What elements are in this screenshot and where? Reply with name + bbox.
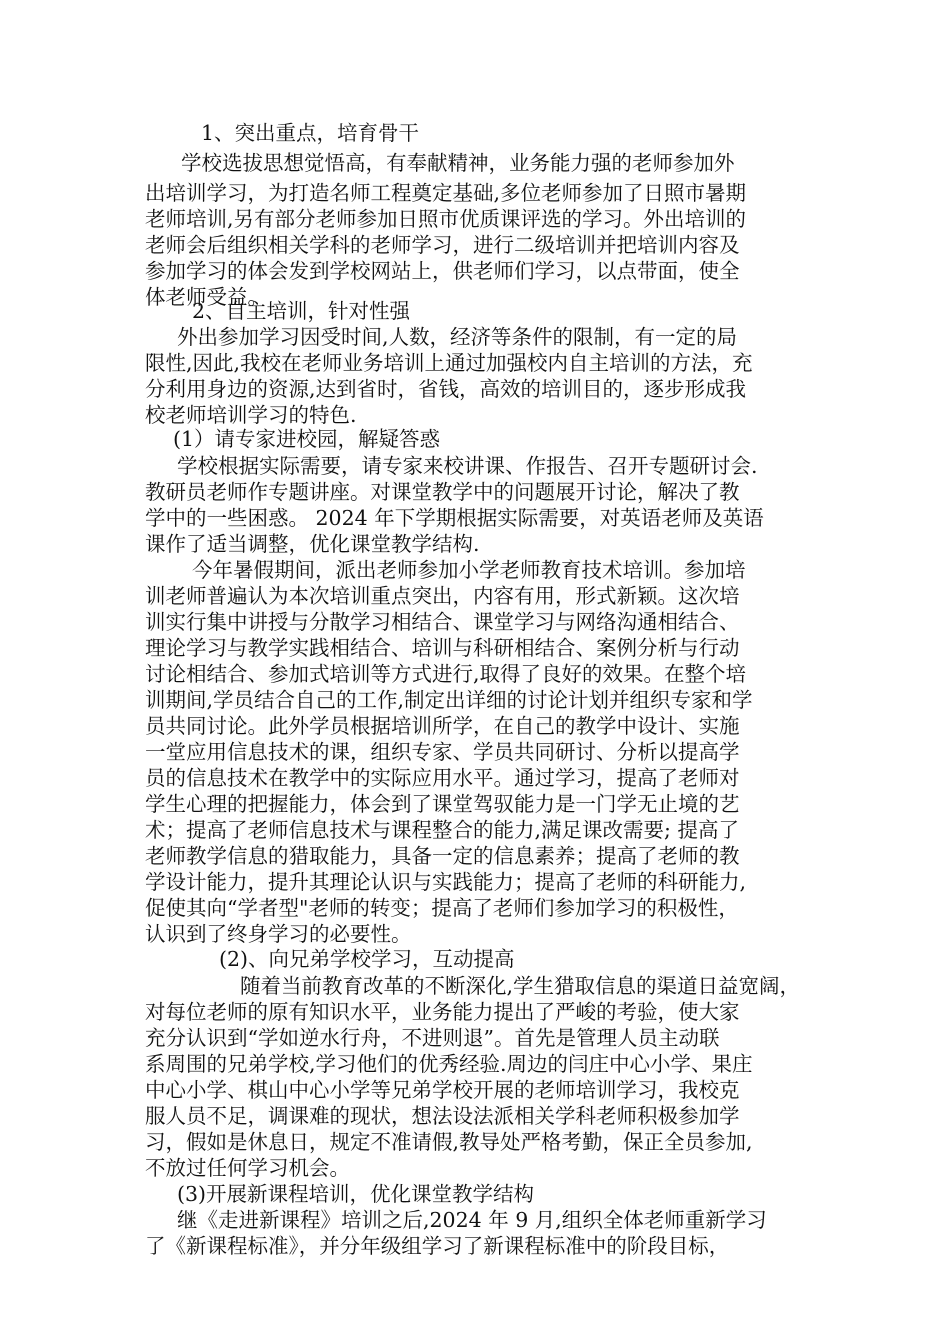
paragraph-line: 学设计能力，提升其理论认识与实践能力；提高了老师的科研能力, xyxy=(145,870,747,894)
paragraph-line: 课作了适当调整，优化课堂教学结构. xyxy=(145,532,480,556)
section-heading: (3)开展新课程培训，优化课堂教学结构 xyxy=(177,1182,535,1206)
paragraph-line: 充分认识到“学如逆水行舟，不进则退”。首先是管理人员主动联 xyxy=(145,1026,720,1050)
paragraph-line: 今年暑假期间，派出老师参加小学老师教育技术培训。参加培 xyxy=(192,558,746,582)
paragraph-line: 外出参加学习因受时间,人数，经济等条件的限制，有一定的局 xyxy=(177,325,738,349)
paragraph-line: 中心小学、棋山中心小学等兄弟学校开展的老师培训学习，我校克 xyxy=(145,1078,740,1102)
section-heading: (1）请专家进校园，解疑答惑 xyxy=(173,427,441,451)
paragraph-line: 限性,因此,我校在老师业务培训上通过加强校内自主培训的方法，充 xyxy=(145,351,753,375)
paragraph-line: 了《新课程标准》，并分年级组学习了新课程标准中的阶段目标， xyxy=(145,1234,730,1258)
section-heading: 1、突出重点，培育骨干 xyxy=(201,121,420,145)
paragraph-line: 一堂应用信息技术的课，组织专家、学员共同研讨、分析以提高学 xyxy=(145,740,740,764)
paragraph-line: 学校根据实际需要，请专家来校讲课、作报告、召开专题研讨会. xyxy=(177,454,758,478)
paragraph-line: 员的信息技术在教学中的实际应用水平。通过学习，提高了老师对 xyxy=(145,766,740,790)
paragraph-line: 认识到了终身学习的必要性。 xyxy=(145,922,412,946)
paragraph-line: 学校选拔思想觉悟高，有奉献精神，业务能力强的老师参加外 xyxy=(181,151,735,175)
paragraph-line: 理论学习与教学实践相结合、培训与科研相结合、案例分析与行动 xyxy=(145,636,740,660)
paragraph-line: 不放过任何学习机会。 xyxy=(145,1156,350,1180)
paragraph-line: 校老师培训学习的特色. xyxy=(145,403,357,427)
paragraph-line: 对每位老师的原有知识水平，业务能力提出了严峻的考验，使大家 xyxy=(145,1000,740,1024)
paragraph-line: 随着当前教育改革的不断深化,学生猎取信息的渠道日益宽阔， xyxy=(240,974,801,998)
paragraph-line: 学生心理的把握能力，体会到了课堂驾驭能力是一门学无止境的艺 xyxy=(145,792,740,816)
paragraph-line: 员共同讨论。此外学员根据培训所学，在自己的教学中设计、实施 xyxy=(145,714,740,738)
paragraph-line: 训期间,学员结合自己的工作,制定出详细的讨论计划并组织专家和学 xyxy=(145,688,753,712)
section-heading: 2、自主培训，针对性强 xyxy=(192,299,411,323)
paragraph-line: 老师培训,另有部分老师参加日照市优质课评选的学习。外出培训的 xyxy=(145,207,747,231)
paragraph-line: 服人员不足，调课难的现状，想法设法派相关学科老师积极参加学 xyxy=(145,1104,740,1128)
paragraph-line: 训老师普遍认为本次培训重点突出，内容有用，形式新颖。这次培 xyxy=(145,584,740,608)
paragraph-line: 老师会后组织相关学科的老师学习，进行二级培训并把培训内容及 xyxy=(145,233,740,257)
paragraph-line: 分利用身边的资源,达到省时，省钱，高效的培训目的，逐步形成我 xyxy=(145,377,747,401)
paragraph-line: 学中的一些困惑。 2024 年下学期根据实际需要，对英语老师及英语 xyxy=(145,506,764,530)
paragraph-line: 教研员老师作专题讲座。对课堂教学中的问题展开讨论，解决了教 xyxy=(145,480,740,504)
paragraph-line: 继《走进新课程》培训之后,2024 年 9 月,组织全体老师重新学习 xyxy=(177,1208,767,1232)
paragraph-line: 讨论相结合、参加式培训等方式进行,取得了良好的效果。在整个培 xyxy=(145,662,747,686)
paragraph-line: 术；提高了老师信息技术与课程整合的能力,满足课改需要; 提高了 xyxy=(145,818,739,842)
paragraph-line: 体老师受益。 xyxy=(145,285,268,309)
paragraph-line: 习，假如是休息日，规定不准请假,教导处严格考勤，保正全员参加, xyxy=(145,1130,753,1154)
paragraph-line: 系周围的兄弟学校,学习他们的优秀经验.周边的闫庄中心小学、果庄 xyxy=(145,1052,753,1076)
paragraph-line: 出培训学习，为打造名师工程奠定基础,多位老师参加了日照市暑期 xyxy=(145,181,747,205)
paragraph-line: 促使其向“学者型"老师的转变；提高了老师们参加学习的积极性， xyxy=(145,896,739,920)
paragraph-line: 训实行集中讲授与分散学习相结合、课堂学习与网络沟通相结合、 xyxy=(145,610,740,634)
section-heading: (2)、向兄弟学校学习，互动提高 xyxy=(219,947,515,971)
paragraph-line: 老师教学信息的猎取能力，具备一定的信息素养；提高了老师的教 xyxy=(145,844,740,868)
paragraph-line: 参加学习的体会发到学校网站上，供老师们学习，以点带面，使全 xyxy=(145,259,740,283)
